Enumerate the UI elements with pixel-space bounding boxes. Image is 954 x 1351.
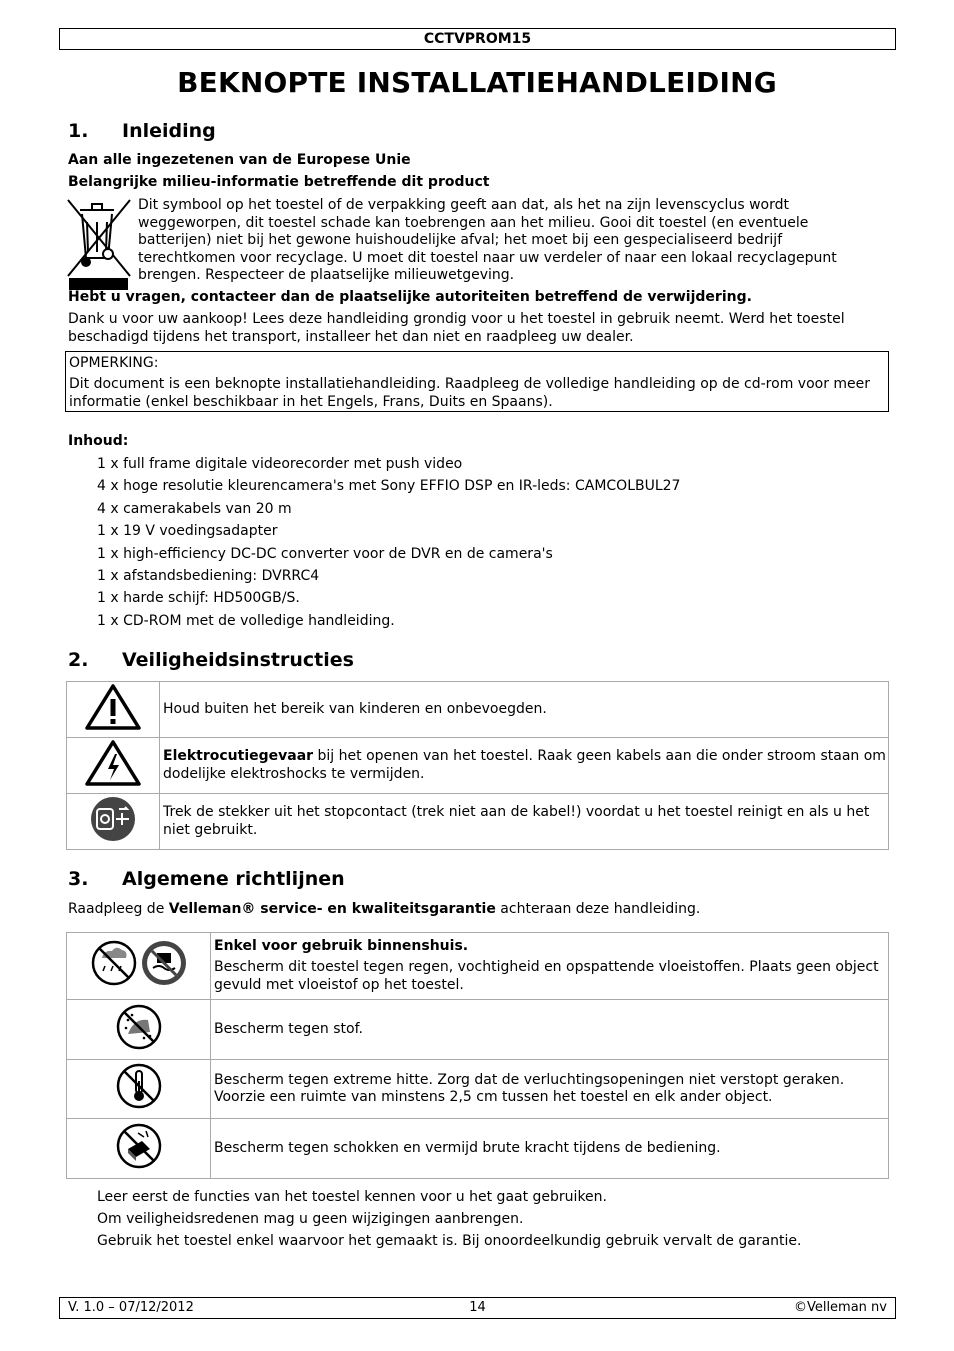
icon-cell xyxy=(67,1119,211,1179)
intro-bold: Velleman® service- en kwaliteitsgarantie xyxy=(168,901,496,917)
row-text: Bescherm tegen schokken en vermijd brute kracht tijdens de bediening. xyxy=(214,1139,721,1156)
note-box xyxy=(65,351,889,412)
page-number: 14 xyxy=(469,1300,486,1315)
icon-cell xyxy=(67,738,160,794)
text-cell xyxy=(211,1000,889,1060)
unplug-icon xyxy=(89,795,137,843)
icon-cell xyxy=(67,682,160,738)
row-text: Trek de stekker uit het stopcontact (trek niet aan de kabel!) voordat u het toestel reinigt en als u het niet gebruikt. xyxy=(163,804,870,838)
guidelines-list xyxy=(97,1186,801,1253)
list-item: 1 x afstandsbediening: DVRRC4 xyxy=(97,567,320,584)
safety-table xyxy=(66,681,889,850)
row-bold: Elektrocutiegevaar xyxy=(163,748,314,764)
version-label: V. 1.0 – 07/12/2012 xyxy=(68,1300,194,1315)
row-text: Bescherm tegen extreme hitte. Zorg dat de verluchtingsopeningen niet verstopt geraken. Voorzie een ruimte van minstens 2,5 cm tussen het toestel en elk ander object. xyxy=(214,1071,845,1105)
note-text: Dit document is een beknopte installatiehandleiding. Raadpleeg de volledige handleiding op de cd-rom voor meer informatie (enkel beschikbaar in het Engels, Frans, Duits en Spaans). xyxy=(69,376,871,410)
section-heading-1 xyxy=(68,120,216,142)
text-cell xyxy=(211,1060,889,1119)
no-heat-icon xyxy=(114,1061,164,1111)
electrocution-icon xyxy=(84,739,142,787)
text-cell xyxy=(211,1119,889,1179)
table-row xyxy=(67,794,889,850)
note-label: OPMERKING: xyxy=(69,355,159,371)
contents-list xyxy=(97,453,680,632)
row-bold: Enkel voor gebruik binnenshuis. xyxy=(214,937,469,954)
list-item: 1 x high-efficiency DC-DC converter voor de DVR en de camera's xyxy=(97,545,553,562)
section-number: 2. xyxy=(68,649,89,671)
page-footer xyxy=(59,1297,896,1319)
eu-line: Aan alle ingezetenen van de Europese Unie xyxy=(68,152,411,168)
table-row xyxy=(67,738,889,794)
text-cell xyxy=(160,682,889,738)
section-number: 1. xyxy=(68,120,89,142)
model-code: CCTVPROM15 xyxy=(423,31,532,47)
icon-cell xyxy=(67,933,211,1000)
list-item: Gebruik het toestel enkel waarvoor het gemaakt is. Bij onoordeelkundig gebruik vervalt de garantie. xyxy=(97,1233,802,1250)
table-row xyxy=(67,1060,889,1119)
no-rain-icon xyxy=(89,938,189,988)
section-heading-3 xyxy=(68,868,345,890)
questions-line: Hebt u vragen, contacteer dan de plaatselijke autoriteiten betreffend de verwijdering. xyxy=(68,289,752,305)
table-row xyxy=(67,1119,889,1179)
page-title: BEKNOPTE INSTALLATIEHANDLEIDING xyxy=(177,66,777,99)
list-item: 1 x full frame digitale videorecorder met push video xyxy=(97,456,463,472)
no-shock-icon xyxy=(114,1121,164,1171)
row-text: bij het openen van het toestel. Raak geen kabels aan die onder stroom staan om dodelijke elektroshocks te vermijden. xyxy=(163,748,886,782)
section-heading-2 xyxy=(68,649,354,671)
table-row xyxy=(67,933,889,1000)
list-item: 1 x harde schijf: HD500GB/S. xyxy=(97,590,300,607)
no-dust-icon xyxy=(114,1002,164,1052)
contents-label: Inhoud: xyxy=(68,433,129,449)
table-row xyxy=(67,682,889,738)
weee-bin-icon xyxy=(66,196,132,292)
list-item: Om veiligheidsredenen mag u geen wijzigingen aanbrengen. xyxy=(97,1211,524,1228)
table-row xyxy=(67,1000,889,1060)
copyright-label: ©Velleman nv xyxy=(793,1300,887,1315)
intro-post: achteraan deze handleiding. xyxy=(495,901,701,917)
text-cell xyxy=(160,738,889,794)
section-title: Algemene richtlijnen xyxy=(122,868,345,890)
section-title: Inleiding xyxy=(122,120,216,142)
warning-triangle-icon xyxy=(84,683,142,731)
env-line: Belangrijke milieu-informatie betreffende dit product xyxy=(68,174,490,190)
section-number: 3. xyxy=(68,868,89,890)
icon-cell xyxy=(67,794,160,850)
section-title: Veiligheidsinstructies xyxy=(122,649,354,671)
icon-cell xyxy=(67,1000,211,1060)
intro-pre: Raadpleeg de xyxy=(68,901,169,917)
list-item: 1 x CD-ROM met de volledige handleiding. xyxy=(97,612,395,629)
guidelines-table xyxy=(66,932,889,1179)
intro-text xyxy=(68,901,700,919)
row-text: Bescherm dit toestel tegen regen, vochtigheid en opspattende vloeistoffen. Plaats geen object gevuld met vloeistof op het toestel. xyxy=(214,959,879,993)
thanks-text: Dank u voor uw aankoop! Lees deze handleiding grondig voor u het toestel in gebruik neemt. Werd het toestel beschadigd tijdens het transport, installeer het dan niet en raadpleeg uw dealer. xyxy=(68,311,845,345)
list-item: 1 x 19 V voedingsadapter xyxy=(97,523,278,540)
list-item: 4 x hoge resolutie kleurencamera's met Sony EFFIO DSP en IR-leds: CAMCOLBUL27 xyxy=(97,478,681,495)
list-item: Leer eerst de functies van het toestel kennen voor u het gaat gebruiken. xyxy=(97,1189,607,1205)
text-cell xyxy=(211,933,889,1000)
list-item: 4 x camerakabels van 20 m xyxy=(97,500,292,517)
row-text: Houd buiten het bereik van kinderen en onbevoegden. xyxy=(163,700,547,717)
page-header xyxy=(59,28,896,50)
text-cell xyxy=(160,794,889,850)
icon-cell xyxy=(67,1060,211,1119)
weee-text: Dit symbool op het toestel of de verpakking geeft aan dat, als het na zijn levenscyclus wordt weggeworpen, dit toestel schade kan toebrengen aan het milieu. Gooi dit toestel (en eventuele batterijen) niet bij het gewone huishoudelijke afval; het moet bij een gespecialiseerd bedrijf terechtkomen voor recyclage. U moet dit toestel naar uw verdeler of naar een lokaal recyclagepunt brengen. Respecteer de plaatselijke milieuwetgeving. xyxy=(138,197,837,283)
row-text: Bescherm tegen stof. xyxy=(214,1020,363,1037)
